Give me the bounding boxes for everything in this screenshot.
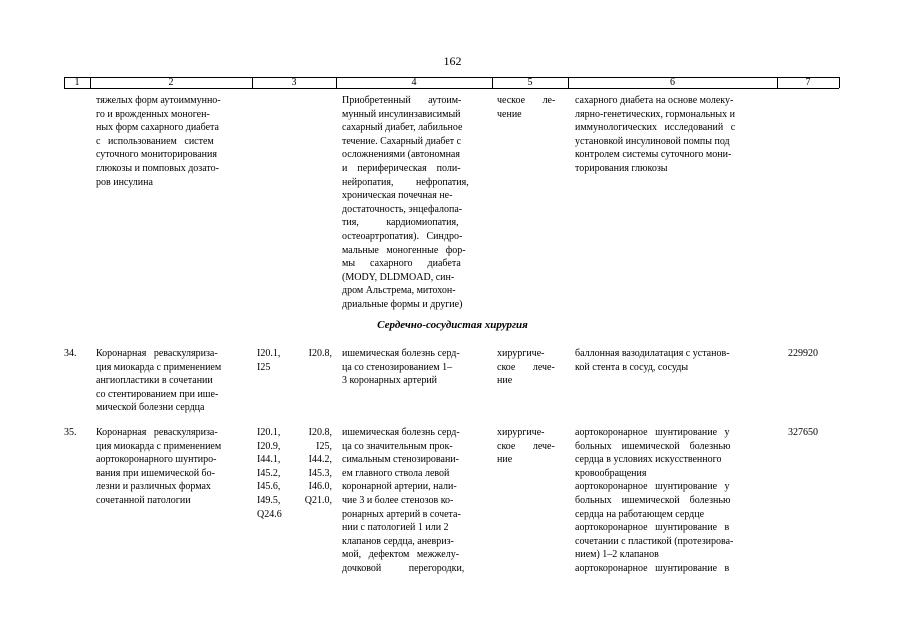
col-header-3: 3 — [291, 77, 297, 88]
row-treatment-type: хирургиче- ское лече- ние — [497, 348, 555, 387]
row-codes-right: I20.8, — [308, 348, 332, 359]
col-header-7: 7 — [805, 77, 811, 88]
continuation-patient-model: Приобретенный аутоим- мунный инсулинзависимый сахарный диабет, лабильное течение. Сахарный диабет с осложнениями (автономная и периферическая поли- нейропатия, нефропатия, хроническая почечная не- достаточность, энцефалопа- тия, кардиомиопатия, остеоартропатия). Синдро- мальные моногенные фор- мы сахарного диабета (MODY, DLDMOAD, син- дром Альстрема, митохон- дриальные формы и другие) — [342, 95, 469, 310]
table-header-bottom-rule — [64, 88, 839, 89]
col-divider — [839, 77, 840, 88]
col-header-4: 4 — [411, 77, 417, 88]
row-patient-model: ишемическая болезнь серд- ца со стенозированием 1– 3 коронарных артерий — [342, 348, 460, 387]
row-name: Коронарная реваскуляриза- ция миокарда с применением ангиопластики в сочетании со стентированием при ише- мической болезни сердца — [96, 348, 222, 414]
col-header-2: 2 — [168, 77, 174, 88]
col-header-5: 5 — [527, 77, 533, 88]
row-number: 35. — [64, 427, 77, 438]
col-header-1: 1 — [74, 77, 80, 88]
row-method: аортокоронарное шунтирование у больных ишемической болезнью сердца в условиях искусственного кровообращения аортокоронарное шунтирование у больных ишемической болезнью сердца на работающем сердце аортокоронарное шунтирование в сочетании с пластикой (протезирова- нием) 1–2 клапанов аортокоронарное шунтирование в — [575, 427, 734, 574]
col-header-6: 6 — [670, 77, 675, 88]
continuation-treatment-type: ческое ле- чение — [497, 95, 556, 120]
continuation-method: сахарного диабета на основе молеку- лярно-генетических, гормональных и иммунологических исследований с установкой инсулиновой помпы под контролем системы суточного мони- торирования глюкозы — [575, 95, 736, 174]
row-treatment-type: хирургиче- ское лече- ние — [497, 427, 555, 466]
row-patient-model: ишемическая болезнь серд- ца со значительным прок- симальным стенозировани- ем главного ствола левой коронарной артерии, нали- чие 3 и более стенозов ко- ронарных артерий в сочета- нии с патологией 1 или 2 клапанов сердца, аневриз- мой, дефектом межжелу- дочковой перегородки, — [342, 427, 465, 574]
row-codes-left: I20.1, I25 — [257, 348, 281, 373]
row-method: баллонная вазодилатация с установ- кой стента в сосуд, сосуды — [575, 348, 730, 373]
section-title: Сердечно-сосудистая хирургия — [377, 319, 528, 331]
continuation-name: тяжелых форм аутоиммунно- го и врожденных моноген- ных форм сахарного диабета с использованием систем суточного мониторирования глюкозы и помповых дозато- ров инсулина — [96, 95, 221, 188]
row-codes-right: I20.8, I25, I44.2, I45.3, I46.0, Q21.0, — [304, 427, 332, 506]
row-cost: 229920 — [788, 348, 818, 359]
page-number: 162 — [443, 54, 462, 68]
row-number: 34. — [64, 348, 77, 359]
row-cost: 327650 — [788, 427, 818, 438]
row-name: Коронарная реваскуляриза- ция миокарда с применением аортокоронарного шунтиро- вания при ишемической бо- лезни и различных формах сочетанной патологии — [96, 427, 222, 506]
row-codes-left: I20.1, I20.9, I44.1, I45.2, I45.6, I49.5, Q24.6 — [257, 427, 282, 520]
